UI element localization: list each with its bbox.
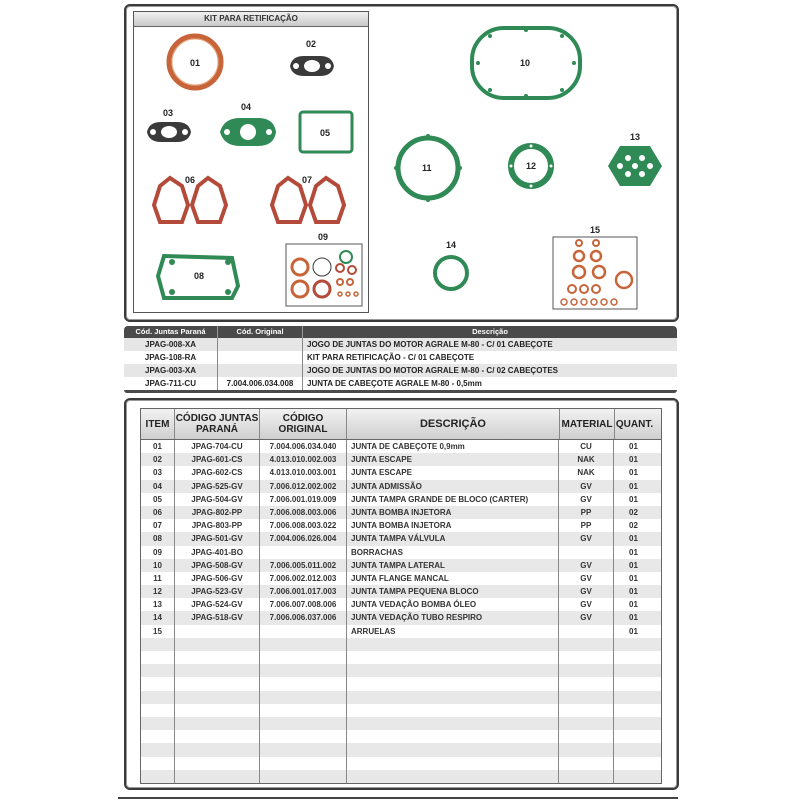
quantity-cell: 01: [629, 626, 638, 636]
item-cell: 11: [141, 572, 175, 585]
original-code-cell: 7.004.006.026.004: [260, 532, 347, 545]
quantity-cell: [614, 664, 653, 677]
code-cell: JPAG-803-PP: [175, 519, 260, 532]
table-row: [141, 757, 661, 770]
label-10: 10: [520, 58, 531, 68]
item-cell: 03: [141, 466, 175, 479]
material-cell: [559, 638, 614, 651]
code-cell: JPAG-524-GV: [175, 598, 260, 611]
label-07: 07: [302, 175, 313, 185]
table-row: [141, 519, 661, 532]
kit-title: KIT PARA RETIFICAÇÃO: [134, 12, 368, 27]
item-cell: 14: [141, 611, 175, 624]
item-cell: [141, 757, 175, 770]
kit-original-cell: [218, 338, 303, 351]
table-row: [141, 638, 661, 651]
kit-description-cell: JOGO DE JUNTAS DO MOTOR AGRALE M-80 - C/ 02 CABEÇOTES: [307, 366, 558, 375]
original-code-cell: 7.006.005.011.002: [260, 559, 347, 572]
material-cell: [559, 717, 614, 730]
description-cell: [347, 743, 559, 756]
quantity-cell: 01: [629, 573, 638, 583]
label-09: 09: [318, 232, 329, 242]
table-row: [141, 493, 661, 506]
table-row: [141, 677, 661, 690]
code-cell: JPAG-601-CS: [175, 453, 260, 466]
label-15: 15: [590, 225, 601, 235]
part-10-side-cover-gasket: [472, 28, 580, 98]
part-01-head-gasket: [169, 36, 221, 88]
material-cell: GV: [559, 559, 614, 572]
item-cell: [141, 691, 175, 704]
original-code-cell: [260, 546, 347, 559]
quantity-cell: 01: [629, 481, 638, 491]
header-item: ITEM: [141, 409, 175, 439]
quantity-cell: 02: [629, 507, 638, 517]
label-04: 04: [241, 102, 252, 112]
table-row: [141, 585, 661, 598]
material-cell: [559, 625, 614, 638]
table-row: [141, 717, 661, 730]
code-cell: [175, 691, 260, 704]
kit-header-description: Descrição: [472, 327, 508, 336]
quantity-cell: 01: [629, 587, 638, 597]
table-row: [141, 453, 661, 466]
original-code-cell: 7.006.007.008.006: [260, 598, 347, 611]
code-cell: [175, 677, 260, 690]
description-cell: JUNTA ESCAPE: [347, 453, 559, 466]
kit-table-header: [124, 326, 677, 338]
item-cell: [141, 743, 175, 756]
header-quantity: QUANT.: [615, 418, 654, 430]
quantity-cell: 01: [629, 547, 638, 557]
quantity-cell: [614, 770, 653, 783]
original-code-cell: [260, 770, 347, 783]
kit-table-row: [124, 364, 677, 377]
original-code-cell: [260, 625, 347, 638]
kit-table-row: [124, 351, 677, 364]
item-cell: [141, 730, 175, 743]
description-cell: [347, 677, 559, 690]
code-cell: JPAG-704-CU: [175, 440, 260, 453]
table-row: [141, 625, 661, 638]
header-original: CÓDIGO ORIGINAL: [260, 409, 347, 439]
quantity-cell: 01: [629, 455, 638, 465]
material-cell: GV: [559, 532, 614, 545]
code-cell: [175, 730, 260, 743]
description-cell: [347, 757, 559, 770]
original-code-cell: 7.006.008.003.006: [260, 506, 347, 519]
quantity-cell: [614, 691, 653, 704]
code-cell: JPAG-523-GV: [175, 585, 260, 598]
label-14: 14: [446, 240, 457, 250]
original-code-cell: [260, 743, 347, 756]
material-cell: PP: [559, 519, 614, 532]
quantity-cell: 02: [629, 521, 638, 531]
parts-table: [140, 408, 662, 784]
code-cell: [175, 743, 260, 756]
part-05-cover-gasket: [300, 112, 352, 152]
kit-description-cell: KIT PARA RETIFICAÇÃO - C/ 01 CABEÇOTE: [307, 353, 475, 362]
quantity-cell: 01: [629, 494, 638, 504]
part-15-washers: [553, 225, 637, 309]
description-cell: JUNTA BOMBA INJETORA: [347, 519, 559, 532]
part-14-breather-seal: [435, 240, 467, 289]
table-row: [141, 466, 661, 479]
original-code-cell: [260, 638, 347, 651]
original-code-cell: 4.013.010.003.001: [260, 466, 347, 479]
description-cell: JUNTA VEDAÇÃO BOMBA ÓLEO: [347, 598, 559, 611]
quantity-cell: [614, 638, 653, 651]
original-code-cell: 7.006.008.003.022: [260, 519, 347, 532]
description-cell: JUNTA TAMPA VÁLVULA: [347, 532, 559, 545]
description-cell: [347, 638, 559, 651]
material-cell: NAK: [559, 453, 614, 466]
kit-code-cell: JPAG-008-XA: [124, 338, 218, 351]
original-code-cell: 7.006.001.019.009: [260, 493, 347, 506]
parts-table-header: [140, 408, 662, 440]
item-cell: 04: [141, 480, 175, 493]
material-cell: [559, 743, 614, 756]
material-cell: [559, 770, 614, 783]
item-cell: 02: [141, 453, 175, 466]
material-cell: [559, 677, 614, 690]
label-06: 06: [185, 175, 196, 185]
material-cell: PP: [559, 506, 614, 519]
kit-table-footer: [124, 390, 677, 393]
original-code-cell: [260, 664, 347, 677]
code-cell: [175, 717, 260, 730]
description-cell: [347, 730, 559, 743]
original-code-cell: 7.006.006.037.006: [260, 611, 347, 624]
kit-code-cell: JPAG-711-CU: [124, 377, 218, 390]
part-13-oil-pump-seal: [608, 132, 662, 186]
table-row: [141, 704, 661, 717]
item-cell: [141, 717, 175, 730]
header-code: CÓDIGO JUNTAS PARANÁ: [175, 409, 260, 439]
item-cell: [141, 664, 175, 677]
original-code-cell: [260, 730, 347, 743]
table-row: [141, 651, 661, 664]
code-cell: JPAG-508-GV: [175, 559, 260, 572]
quantity-cell: [614, 704, 653, 717]
part-02-exhaust-gasket: [290, 39, 334, 76]
table-row: [141, 572, 661, 585]
label-01: 01: [190, 58, 201, 68]
table-row: [141, 611, 661, 624]
quantity-cell: 01: [629, 442, 638, 451]
code-cell: JPAG-525-GV: [175, 480, 260, 493]
material-cell: GV: [559, 598, 614, 611]
part-11-bearing-flange: [394, 134, 462, 202]
original-code-cell: [260, 704, 347, 717]
item-cell: [141, 638, 175, 651]
material-cell: [559, 704, 614, 717]
code-cell: JPAG-518-GV: [175, 611, 260, 624]
item-cell: 12: [141, 585, 175, 598]
quantity-cell: [614, 757, 653, 770]
material-cell: GV: [559, 572, 614, 585]
item-cell: 13: [141, 598, 175, 611]
description-cell: JUNTA ADMISSÃO: [347, 480, 559, 493]
part-04-intake-gasket: [220, 102, 276, 146]
description-cell: JUNTA TAMPA PEQUENA BLOCO: [347, 585, 559, 598]
part-07-pump-gaskets: [272, 175, 344, 222]
bottom-rule: [118, 797, 678, 799]
kit-header-code: Cód. Juntas Paraná: [124, 326, 218, 338]
kit-code-cell: JPAG-003-XA: [124, 364, 218, 377]
description-cell: JUNTA TAMPA GRANDE DE BLOCO (CARTER): [347, 493, 559, 506]
description-cell: JUNTA VEDAÇÃO TUBO RESPIRO: [347, 611, 559, 624]
material-cell: [559, 691, 614, 704]
material-cell: [559, 546, 614, 559]
original-code-cell: [260, 651, 347, 664]
label-03: 03: [163, 108, 174, 118]
description-cell: [347, 691, 559, 704]
item-cell: 01: [141, 440, 175, 453]
quantity-cell: [614, 651, 653, 664]
code-cell: JPAG-501-GV: [175, 532, 260, 545]
material-cell: CU: [559, 440, 614, 453]
quantity-cell: [614, 730, 653, 743]
item-cell: [141, 704, 175, 717]
original-code-cell: [260, 691, 347, 704]
code-cell: JPAG-401-BO: [175, 546, 260, 559]
table-row: [141, 480, 661, 493]
kit-description-cell: JUNTA DE CABEÇOTE AGRALE M-80 - 0,5mm: [307, 379, 482, 388]
label-05: 05: [320, 128, 331, 138]
code-cell: JPAG-802-PP: [175, 506, 260, 519]
part-03-exhaust-gasket: [147, 108, 191, 142]
code-cell: [175, 770, 260, 783]
description-cell: [347, 717, 559, 730]
item-cell: [141, 770, 175, 783]
label-08: 08: [194, 271, 205, 281]
table-row: [141, 598, 661, 611]
quantity-cell: 01: [629, 613, 638, 623]
material-cell: GV: [559, 480, 614, 493]
code-cell: [175, 638, 260, 651]
label-12: 12: [526, 161, 537, 171]
code-cell: JPAG-506-GV: [175, 572, 260, 585]
table-row: [141, 532, 661, 545]
code-cell: [175, 704, 260, 717]
description-cell: [347, 651, 559, 664]
kit-table-body: [124, 338, 677, 390]
code-cell: [175, 664, 260, 677]
label-11: 11: [422, 163, 432, 173]
material-cell: GV: [559, 611, 614, 624]
material-cell: NAK: [559, 466, 614, 479]
original-code-cell: [260, 757, 347, 770]
part-06-pump-gaskets: [154, 175, 226, 222]
material-cell: [559, 730, 614, 743]
material-cell: [559, 664, 614, 677]
part-12-small-cover: [510, 145, 553, 188]
label-02: 02: [306, 39, 317, 49]
item-cell: 06: [141, 506, 175, 519]
item-cell: 09: [141, 546, 175, 559]
material-cell: [559, 651, 614, 664]
kit-code-cell: JPAG-108-RA: [124, 351, 218, 364]
description-cell: ARRUELAS: [347, 625, 559, 638]
kit-table: [124, 326, 677, 393]
quantity-cell: [614, 743, 653, 756]
code-cell: JPAG-602-CS: [175, 466, 260, 479]
item-cell: 05: [141, 493, 175, 506]
part-08-valve-cover-gasket: [158, 256, 238, 298]
quantity-cell: 01: [629, 534, 638, 544]
description-cell: [347, 704, 559, 717]
description-cell: JUNTA FLANGE MANCAL: [347, 572, 559, 585]
kit-table-row: [124, 377, 677, 390]
kit-header-original: Cód. Original: [218, 326, 303, 338]
table-row: [141, 743, 661, 756]
quantity-cell: 01: [629, 560, 638, 570]
kit-original-cell: [218, 364, 303, 377]
kit-original-cell: [218, 351, 303, 364]
item-cell: [141, 651, 175, 664]
table-row: [141, 730, 661, 743]
original-code-cell: 7.006.012.002.002: [260, 480, 347, 493]
table-row: [141, 440, 661, 453]
parts-table-body: [140, 440, 662, 784]
original-code-cell: 4.013.010.002.003: [260, 453, 347, 466]
kit-description-cell: JOGO DE JUNTAS DO MOTOR AGRALE M-80 - C/ 01 CABEÇOTE: [307, 340, 553, 349]
kit-table-row: [124, 338, 677, 351]
description-cell: JUNTA TAMPA LATERAL: [347, 559, 559, 572]
item-cell: 10: [141, 559, 175, 572]
item-cell: 08: [141, 532, 175, 545]
material-cell: GV: [559, 493, 614, 506]
original-code-cell: [260, 717, 347, 730]
quantity-cell: 01: [629, 600, 638, 610]
description-cell: JUNTA ESCAPE: [347, 466, 559, 479]
item-cell: 15: [141, 625, 175, 638]
label-13: 13: [630, 132, 641, 142]
header-description: DESCRIÇÃO: [347, 409, 560, 439]
table-row: [141, 770, 661, 783]
kit-original-cell: 7.004.006.034.008: [218, 377, 303, 390]
original-code-cell: 7.004.006.034.040: [260, 440, 347, 453]
item-cell: 07: [141, 519, 175, 532]
material-cell: GV: [559, 585, 614, 598]
original-code-cell: [260, 677, 347, 690]
quantity-cell: [614, 717, 653, 730]
description-cell: BORRACHAS: [347, 546, 559, 559]
material-cell: [559, 757, 614, 770]
original-code-cell: 7.006.001.017.003: [260, 585, 347, 598]
code-cell: [175, 757, 260, 770]
header-material: MATERIAL: [560, 409, 615, 439]
description-cell: [347, 664, 559, 677]
code-cell: [175, 625, 260, 638]
code-cell: JPAG-504-GV: [175, 493, 260, 506]
part-09-rubber-set: [286, 232, 362, 306]
quantity-cell: [614, 677, 653, 690]
table-row: [141, 559, 661, 572]
quantity-cell: 01: [629, 468, 638, 478]
code-cell: [175, 651, 260, 664]
item-cell: [141, 677, 175, 690]
original-code-cell: 7.006.002.012.003: [260, 572, 347, 585]
table-row: [141, 664, 661, 677]
table-row: [141, 691, 661, 704]
description-cell: JUNTA BOMBA INJETORA: [347, 506, 559, 519]
table-row: [141, 546, 661, 559]
description-cell: JUNTA DE CABEÇOTE 0,9mm: [347, 440, 559, 453]
table-row: [141, 506, 661, 519]
description-cell: [347, 770, 559, 783]
